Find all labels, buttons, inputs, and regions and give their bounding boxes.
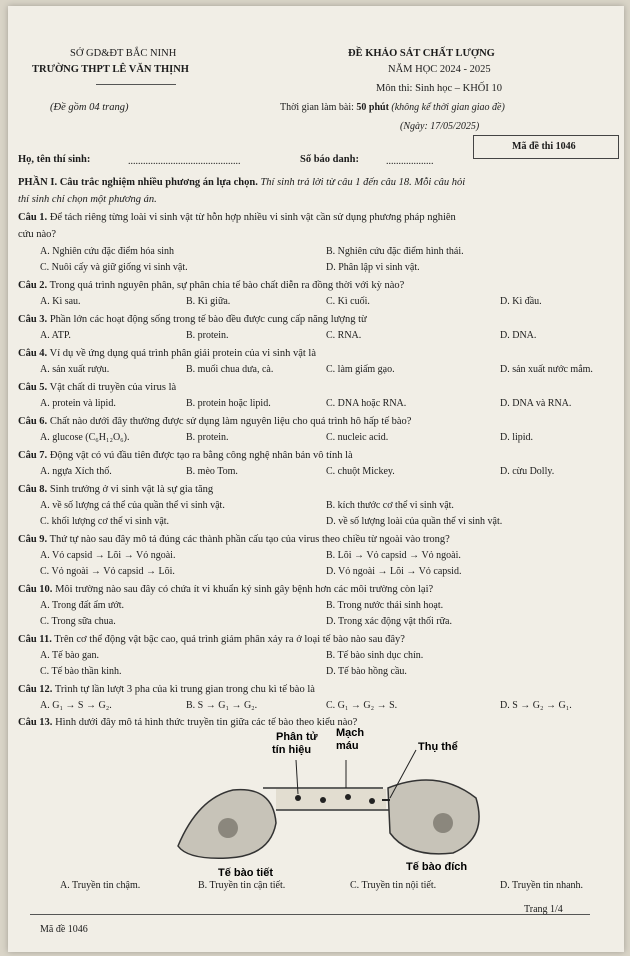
- label-blood-vessel-1: Mạch: [336, 728, 365, 739]
- label-signal-molecule-1: Phân tử: [276, 731, 318, 743]
- q4-option-a[interactable]: A. sản xuất rượu.: [40, 364, 110, 375]
- question-2: Câu 2. Trong quá trình nguyên phân, sự phân chia tế bào chất diễn ra đồng thời với kỳ nào?: [18, 280, 405, 291]
- part1-title: PHẦN I. Câu trắc nghiệm nhiều phương án lựa chọn. Thí sinh trả lời từ câu 1 đến câu 18. Mỗi câu hỏi: [18, 177, 466, 188]
- q7-option-c[interactable]: C. chuột Mickey.: [326, 466, 395, 477]
- q2-option-b[interactable]: B. Kì giữa.: [186, 296, 231, 307]
- q7-option-a[interactable]: A. ngựa Xích thố.: [40, 466, 112, 477]
- q10-option-b[interactable]: B. Trong nước thải sinh hoạt.: [326, 600, 444, 611]
- part1-instruction: thí sinh chỉ chọn một phương án.: [18, 194, 157, 205]
- question-9: Câu 9. Thứ tự nào sau đây mô tả đúng các thành phần cấu tạo của virus theo chiều từ ngoài vào trong?: [18, 534, 450, 545]
- target-cell-shape: [388, 780, 479, 854]
- q9-option-c[interactable]: C. Vỏ ngoài → Vỏ capsid → Lõi.: [40, 566, 175, 577]
- q8-option-c[interactable]: C. khối lượng cơ thể vi sinh vật.: [40, 516, 170, 527]
- pages-note: (Đề gồm 04 trang): [50, 102, 129, 113]
- q13-option-c[interactable]: C. Truyền tin nội tiết.: [350, 880, 437, 891]
- school-name: TRƯỜNG THPT LÊ VĂN THỊNH: [32, 64, 189, 75]
- question-10: Câu 10. Môi trường nào sau đây có chứa ít vi khuẩn ký sinh gây bệnh hơn các môi trường còn lại?: [18, 584, 434, 595]
- q1-option-b[interactable]: B. Nghiên cứu đặc điểm hình thái.: [326, 246, 464, 257]
- time-limit: Thời gian làm bài: 50 phút (không kể thời gian giao đề): [280, 102, 505, 113]
- q6-option-d[interactable]: D. lipid.: [500, 432, 534, 443]
- q3-option-b[interactable]: B. protein.: [186, 330, 229, 341]
- label-blood-vessel-2: máu: [336, 740, 359, 752]
- question-8: Câu 8. Sinh trưởng ở vi sinh vật là sự gia tăng: [18, 484, 214, 495]
- q8-option-b[interactable]: B. kích thước cơ thể vi sinh vật.: [326, 500, 454, 511]
- q13-option-d[interactable]: D. Truyền tin nhanh.: [500, 880, 584, 891]
- student-name-field[interactable]: .............................................: [128, 156, 241, 167]
- question-13: Câu 13. Hình dưới đây mô tả hình thức truyền tin giữa các tế bào theo kiểu nào?: [18, 717, 358, 728]
- signal-molecule-dot: [345, 794, 351, 800]
- q10-option-a[interactable]: A. Trong đất ẩm ướt.: [40, 600, 125, 611]
- footer-divider: [30, 914, 590, 915]
- q11-option-b[interactable]: B. Tế bào sinh dục chín.: [326, 650, 424, 661]
- q9-option-d[interactable]: D. Vỏ ngoài → Lõi → Vỏ capsid.: [326, 566, 462, 577]
- q12-option-b[interactable]: B. S → G₁ → G₂.: [186, 700, 258, 711]
- question-3: Câu 3. Phần lớn các hoạt động sống trong tế bào đều được cung cấp năng lượng từ: [18, 314, 367, 325]
- q5-option-a[interactable]: A. protein và lipid.: [40, 398, 116, 409]
- q6-option-a[interactable]: A. glucose (C₆H₁₂O₆).: [40, 432, 130, 443]
- q4-option-d[interactable]: D. sản xuất nước mắm.: [500, 364, 593, 375]
- signal-molecule-dot: [320, 797, 326, 803]
- question-11: Câu 11. Trên cơ thể động vật bậc cao, quá trình giảm phân xảy ra ở loại tế bào nào sau đây?: [18, 634, 405, 645]
- q7-option-b[interactable]: B. mèo Tom.: [186, 466, 238, 477]
- cell-signaling-figure: [158, 728, 498, 878]
- question-5: Câu 5. Vật chất di truyền của virus là: [18, 382, 177, 393]
- question-7: Câu 7. Động vật có vú đầu tiên được tạo ra bằng công nghệ nhân bản vô tính là: [18, 450, 353, 461]
- q4-option-b[interactable]: B. muối chua dưa, cà.: [186, 364, 274, 375]
- q11-option-c[interactable]: C. Tế bào thần kinh.: [40, 666, 122, 677]
- question-1: Câu 1. Để tách riêng từng loài vi sinh vật từ hỗn hợp nhiều vi sinh vật cần sử dụng phương pháp nghiên: [18, 212, 456, 223]
- q2-option-a[interactable]: A. Kì sau.: [40, 296, 81, 307]
- q13-option-a[interactable]: A. Truyền tin chậm.: [60, 880, 141, 891]
- cell-signaling-diagram: [158, 728, 498, 878]
- q13-option-b[interactable]: B. Truyền tin cận tiết.: [198, 880, 286, 891]
- blood-vessel-lumen: [276, 789, 386, 809]
- signal-molecule-dot: [369, 798, 375, 804]
- q5-option-c[interactable]: C. DNA hoặc RNA.: [326, 398, 407, 409]
- label-secreting-cell: Tế bào tiết: [218, 867, 274, 878]
- q11-option-d[interactable]: D. Tế bào hồng cầu.: [326, 666, 407, 677]
- department-name: SỞ GD&ĐT BẮC NINH: [70, 48, 177, 59]
- q10-option-d[interactable]: D. Trong xác động vật thối rữa.: [326, 616, 452, 627]
- q7-option-d[interactable]: D. cừu Dolly.: [500, 466, 555, 477]
- exam-title: ĐỀ KHẢO SÁT CHẤT LƯỢNG: [348, 48, 495, 59]
- q2-option-d[interactable]: D. Kì đầu.: [500, 296, 542, 307]
- q12-option-a[interactable]: A. G₁ → S → G₂.: [40, 700, 112, 711]
- question-6: Câu 6. Chất nào dưới đây thường được sử dụng làm nguyên liệu cho quá trình hô hấp tế bào?: [18, 416, 412, 427]
- q1-option-a[interactable]: A. Nghiên cứu đặc điểm hóa sinh: [40, 246, 174, 257]
- page-number: Trang 1/4: [524, 904, 563, 915]
- q5-option-b[interactable]: B. protein hoặc lipid.: [186, 398, 271, 409]
- q9-option-b[interactable]: B. Lõi → Vỏ capsid → Vỏ ngoài.: [326, 550, 461, 561]
- q8-option-d[interactable]: D. về số lượng loài của quần thể vi sinh vật.: [326, 516, 503, 527]
- q1-option-d[interactable]: D. Phân lập vi sinh vật.: [326, 262, 420, 273]
- q8-option-a[interactable]: A. về số lượng cá thể của quần thể vi sinh vật.: [40, 500, 225, 511]
- question-4: Câu 4. Ví dụ về ứng dụng quá trình phân giải protein của vi sinh vật là: [18, 348, 317, 359]
- label-target-cell: Tế bào đích: [406, 861, 468, 873]
- candidate-number-label: Số báo danh:: [300, 154, 359, 165]
- candidate-number-field[interactable]: ...................: [386, 156, 434, 167]
- q3-option-a[interactable]: A. ATP.: [40, 330, 71, 341]
- label-receptor: Thụ thể: [418, 741, 458, 753]
- secreting-cell-nucleus: [218, 818, 238, 838]
- q5-option-d[interactable]: D. DNA và RNA.: [500, 398, 572, 409]
- target-cell-nucleus: [433, 813, 453, 833]
- header-divider: [96, 84, 176, 85]
- q3-option-c[interactable]: C. RNA.: [326, 330, 362, 341]
- q11-option-a[interactable]: A. Tế bào gan.: [40, 650, 99, 661]
- q6-option-b[interactable]: B. protein.: [186, 432, 229, 443]
- exam-code: Mã đề thi 1046: [512, 141, 576, 152]
- question-12: Câu 12. Trình tự lần lượt 3 pha của kì trung gian trong chu kì tế bào là: [18, 684, 315, 695]
- school-year: NĂM HỌC 2024 - 2025: [388, 64, 491, 75]
- exam-date: (Ngày: 17/05/2025): [400, 121, 480, 132]
- q6-option-c[interactable]: C. nucleic acid.: [326, 432, 389, 443]
- subject: Môn thi: Sinh học – KHỐI 10: [376, 83, 502, 94]
- signal-molecule-pointer: [296, 760, 298, 794]
- label-signal-molecule-2: tín hiệu: [272, 744, 312, 756]
- q2-option-c[interactable]: C. Kì cuối.: [326, 296, 370, 307]
- signal-molecule-dot: [295, 795, 301, 801]
- question-1-cont: cứu nào?: [18, 229, 57, 240]
- footer-exam-code: Mã đề 1046: [40, 924, 88, 935]
- exam-page: [8, 6, 624, 952]
- q9-option-a[interactable]: A. Vỏ capsid → Lõi → Vỏ ngoài.: [40, 550, 176, 561]
- q4-option-c[interactable]: C. làm giấm gạo.: [326, 364, 395, 375]
- q1-option-c[interactable]: C. Nuôi cấy và giữ giống vi sinh vật.: [40, 262, 188, 273]
- student-name-label: Họ, tên thí sinh:: [18, 154, 91, 165]
- q12-option-c[interactable]: C. G₁ → G₂ → S.: [326, 700, 398, 711]
- q12-option-d[interactable]: D. S → G₂ → G₁.: [500, 700, 572, 711]
- q10-option-c[interactable]: C. Trong sữa chua.: [40, 616, 116, 627]
- q3-option-d[interactable]: D. DNA.: [500, 330, 537, 341]
